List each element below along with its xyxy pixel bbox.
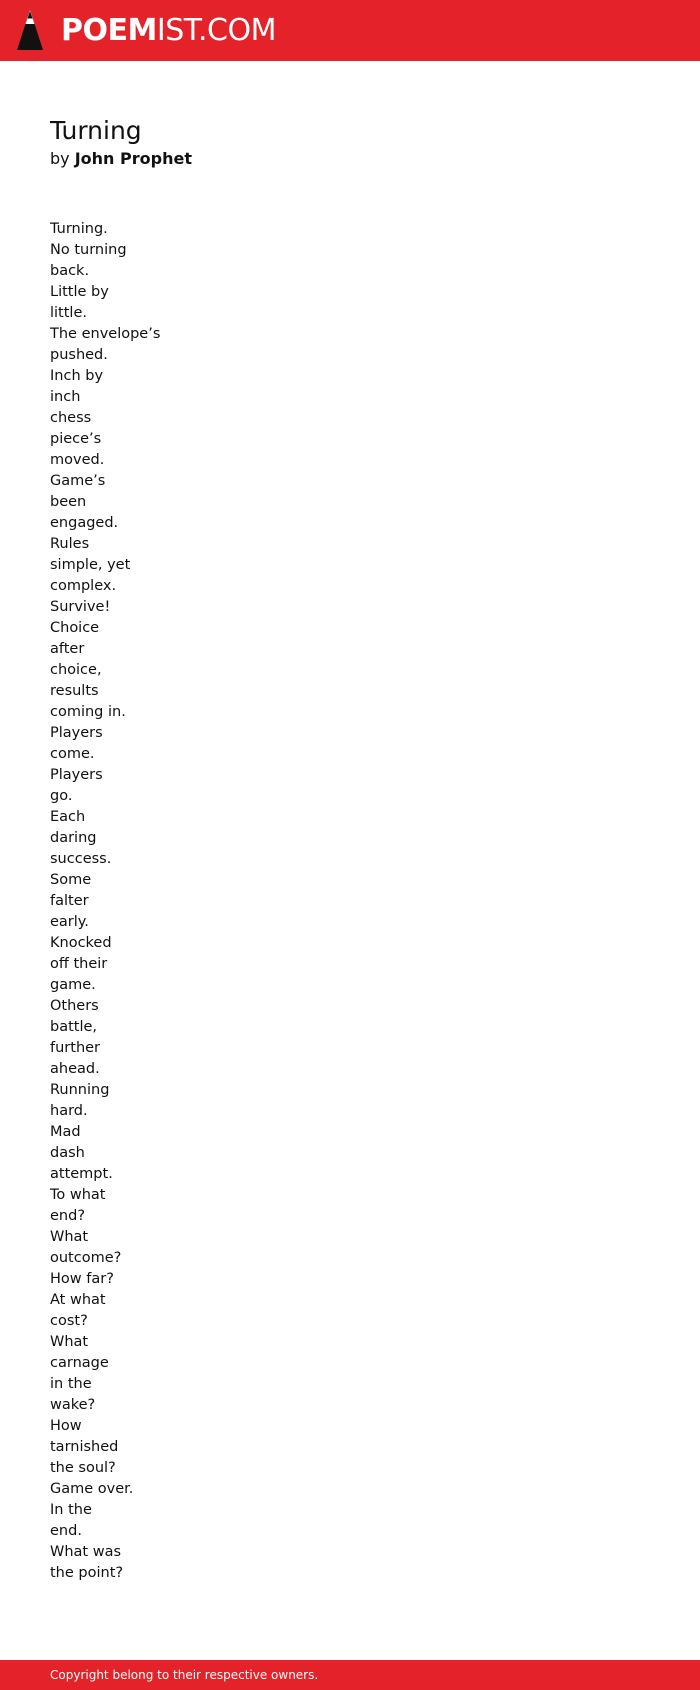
poem-line: back. [50,263,90,279]
poem-line: What [50,1334,89,1350]
poem-line: Rules [50,536,90,552]
poem-line: Inch by [50,368,104,384]
poem-line: Players [50,767,103,783]
poem-line: How far? [50,1271,114,1287]
poem-line: coming in. [50,704,126,720]
poem-line: ahead. [50,1061,100,1077]
poem-line: simple, yet [50,557,131,573]
poem-line: success. [50,851,112,867]
poem-line: Each [50,809,86,825]
poem-line: To what [50,1187,106,1203]
poem-line: Others [50,998,99,1014]
poem-line: daring [50,830,97,846]
poem-line: Running [50,1082,110,1098]
poem-line: Little by [50,284,109,300]
poem-line: results [50,683,99,699]
poem-line: wake? [50,1397,96,1413]
poem-line: Players [50,725,103,741]
poem-line: No turning [50,242,127,258]
site-footer [0,1660,700,1690]
site-header [0,0,700,61]
poem-line: game. [50,977,96,993]
site-logo[interactable] [61,14,276,48]
poem-line: tarnished [50,1439,119,1455]
poem-line: inch [50,389,81,405]
poem-line: in the [50,1376,92,1392]
poem-title: Turning [50,116,142,145]
poem-line: Mad [50,1124,81,1140]
byline [50,147,192,171]
copyright-text: Copyright belong to their respective owners. [50,1668,319,1682]
poem-line: come. [50,746,95,762]
poem-line: little. [50,305,87,321]
poem-line: battle, [50,1019,98,1035]
poem-line: pushed. [50,347,108,363]
poem-line: the soul? [50,1460,116,1476]
poem-line: complex. [50,578,117,594]
poem-line: outcome? [50,1250,122,1266]
poem-line: Turning. [50,221,108,237]
poem-line: Choice [50,620,100,636]
poem-line: dash [50,1145,85,1161]
poem-line: Game over. [50,1481,134,1497]
author-name: John Prophet [74,149,192,168]
logo-bold-text: POEM [61,13,157,48]
poem-line: falter [50,893,89,909]
poem-line: choice, [50,662,102,678]
poem-line: Some [50,872,92,888]
poem-line: end. [50,1523,82,1539]
poem-line: What [50,1229,89,1245]
poem-line: after [50,641,85,657]
poem-line: Knocked [50,935,112,951]
pencil-tip-icon[interactable] [17,10,43,52]
poem-line: the point? [50,1565,124,1581]
poem-line: engaged. [50,515,119,531]
poem-line: end? [50,1208,86,1224]
poem-line: carnage [50,1355,109,1371]
poem-line: chess [50,410,92,426]
poem-line: Survive! [50,599,111,615]
poem-line: At what [50,1292,106,1308]
poem-line: attempt. [50,1166,113,1182]
poem-line: The envelope’s [50,326,161,342]
poem-line: moved. [50,452,105,468]
poem-body [50,219,160,1584]
poem-line: Game’s [50,473,106,489]
poem-line: How [50,1418,82,1434]
logo-light-text: IST.COM [156,13,276,48]
poem-line: hard. [50,1103,88,1119]
poem-line: go. [50,788,73,804]
poem-line: piece’s [50,431,102,447]
poem-line: In the [50,1502,92,1518]
poem-line: off their [50,956,108,972]
poem-line: early. [50,914,89,930]
poem-line: What was [50,1544,122,1560]
by-label: by [50,149,70,168]
poem-line: further [50,1040,101,1056]
poem-line: been [50,494,87,510]
poem-line: cost? [50,1313,88,1329]
